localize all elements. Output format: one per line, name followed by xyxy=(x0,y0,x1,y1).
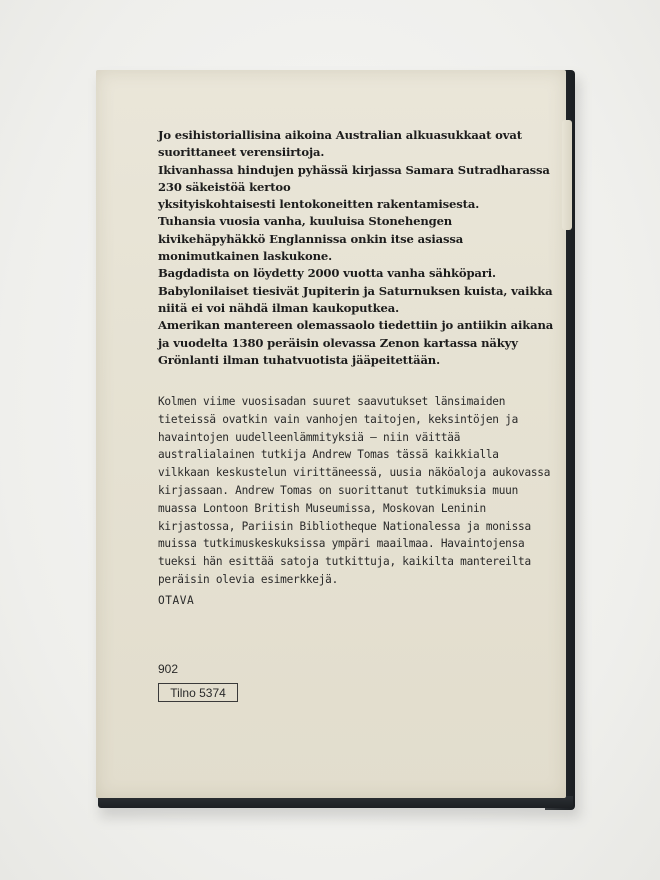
blurb-line: muassa Lontoon British Museumissa, Moskovan Leninin xyxy=(158,501,486,515)
facts-line: monimutkainen laskukone. xyxy=(158,249,333,264)
facts-line: Tuhansia vuosia vanha, kuuluisa Stonehengen xyxy=(158,214,453,229)
blurb-line: kirjastossa, Pariisin Bibliotheque Nationalessa ja monissa xyxy=(158,519,531,533)
class-code: 902 xyxy=(158,662,179,676)
blurb-line: kirjassaan. Andrew Tomas on suorittanut tutkimuksia muun xyxy=(158,483,519,497)
facts-line: suorittaneet verensiirtoja. xyxy=(158,145,325,160)
facts-line: Ikivanhassa hindujen pyhässä kirjassa Samara Sutradharassa xyxy=(158,162,550,177)
blurb-line: tieteissä ovatkin vain vanhojen taitojen, keksintöjen ja xyxy=(158,412,519,426)
facts-line: Grönlanti ilman tuhatvuotista jääpeitettään. xyxy=(158,352,440,367)
blurb-paragraph xyxy=(158,393,558,589)
facts-line: Amerikan mantereen olemassaolo tiedettiin jo antiikin aikana xyxy=(158,318,554,333)
facts-line: kivikehäpyhäkkö Englannissa onkin itse asiassa xyxy=(158,231,464,246)
blurb-line: muissa tutkimuskeskuksissa ympäri maailmaa. Havaintojensa xyxy=(158,537,525,551)
facts-line: 230 säkeistöä kertoo xyxy=(158,179,291,194)
blurb-line: vilkkaan keskustelun virittäneessä, uusia näköaloja aukovassa xyxy=(158,466,551,480)
publisher-name: OTAVA xyxy=(158,594,195,607)
order-number-box: Tilno 5374 xyxy=(158,683,238,702)
blurb-line: havaintojen uudelleenlämmityksiä — niin väittää xyxy=(158,430,461,444)
blurb-line: peräisin olevia esimerkkejä. xyxy=(158,572,339,586)
facts-line: ja vuodelta 1380 peräisin olevassa Zenon kartassa näkyy xyxy=(158,335,518,350)
facts-line: Babylonilaiset tiesivät Jupiterin ja Saturnuksen kuista, vaikka xyxy=(158,283,553,298)
facts-paragraph xyxy=(158,127,558,369)
facts-line: niitä ei voi nähdä ilman kaukoputkea. xyxy=(158,300,399,315)
blurb-line: tueksi hän esittää satoja tutkittuja, kaikilta mantereilta xyxy=(158,555,531,569)
facts-line: yksityiskohtaisesti lentokoneitten rakentamisesta. xyxy=(158,197,480,212)
facts-line: Bagdadista on löydetty 2000 vuotta vanha sähköpari. xyxy=(158,266,496,281)
blurb-line: australialainen tutkija Andrew Tomas tässä kaikkialla xyxy=(158,448,499,462)
blurb-line: Kolmen viime vuosisadan suuret saavutukset länsimaiden xyxy=(158,395,506,408)
facts-line: Jo esihistoriallisina aikoina Australian alkuasukkaat ovat xyxy=(158,128,522,142)
